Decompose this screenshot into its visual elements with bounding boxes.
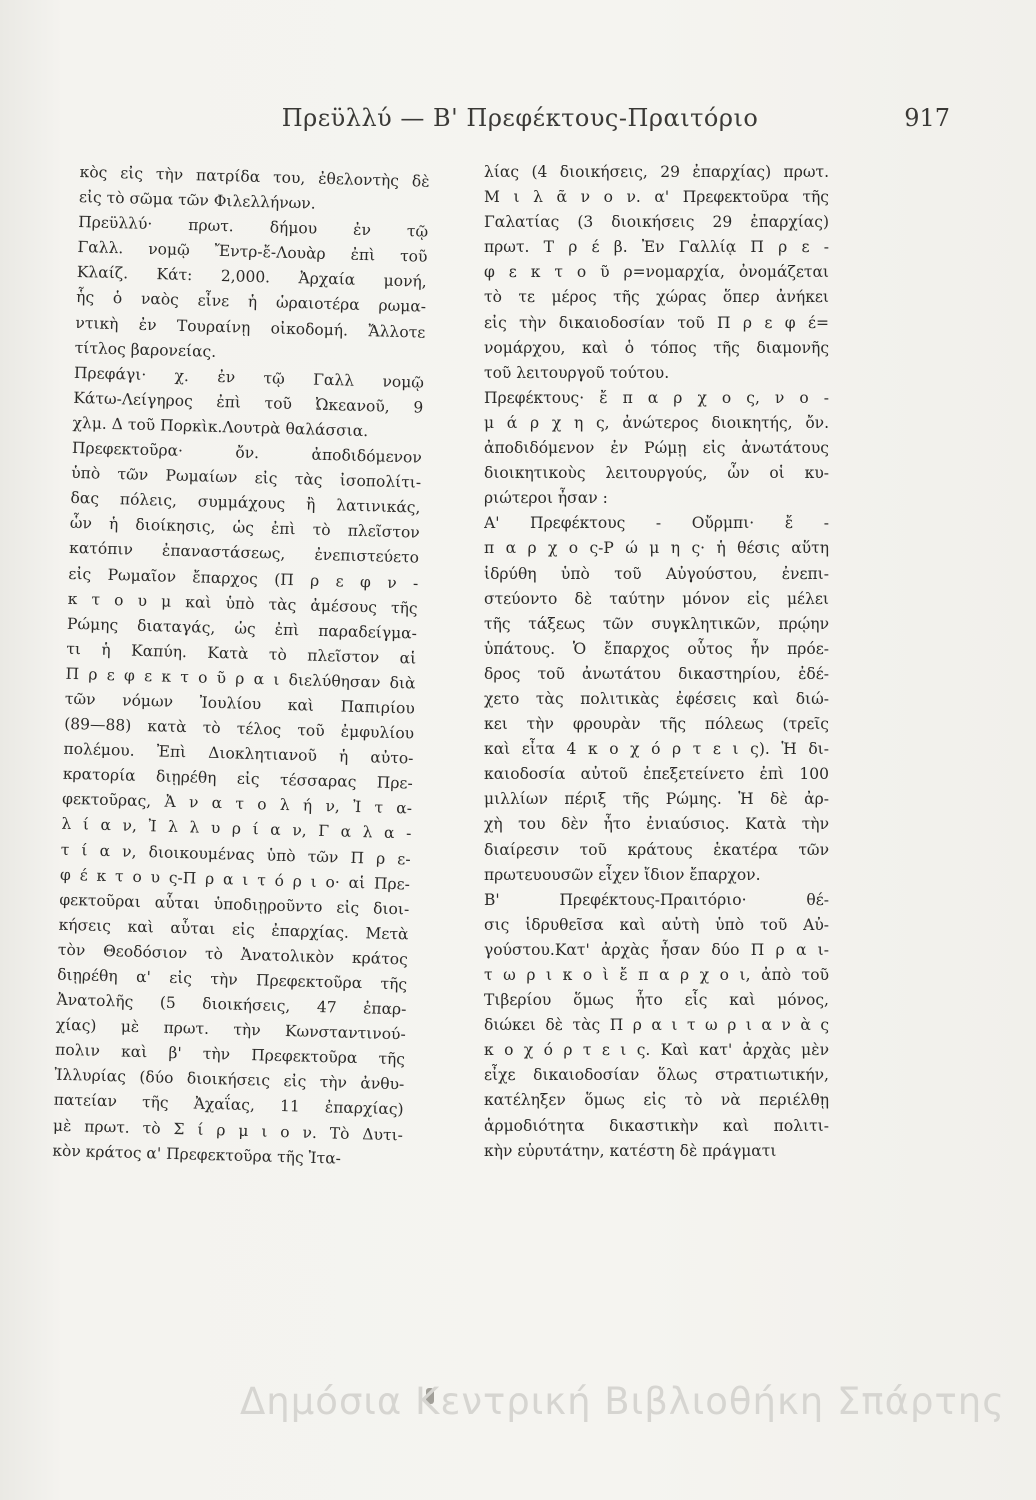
text-line: κατόπιν ἐπαναστάσεως, ἐνεπιστεύετο [68, 539, 420, 568]
text-line: τ ω ρ ι κ ο ὶ ἔ π α ρ χ ο ι, ἀπὸ τοῦ [484, 966, 829, 984]
text-line: Α' Πρεφέκτους - Οὔρμπι· ἔ - [484, 514, 829, 533]
text-line: πολιν καὶ β' τὴν Πρεφεκτοῦρα τῆς [54, 1040, 406, 1069]
text-line: τῆς τάξεως τῶν συγκλητικῶν, πρῴην [484, 614, 829, 633]
text-line: π α ρ χ ο ς-Ρ ώ μ η ς· ἡ θέσις αὕτη [484, 539, 829, 558]
library-watermark: Δημόσια Κεντρική Βιβλιοθήκη Σπάρτης [240, 1380, 1005, 1423]
text-line: Ἰλλυρίας (δύο διοικήσεις εἰς τὴν ἀνθυ- [54, 1066, 405, 1094]
text-line: διώκει δὲ τὰς Π ρ α ι τ ω ρ ι α ν ὰ ς [484, 1016, 829, 1035]
page-header [110, 104, 950, 144]
text-line: νομάρχου, καὶ ὁ τόπος τῆς διαμονῆς [484, 338, 829, 357]
text-line: τὸν Θεοδόσιον τὸ Ἀνατολικὸν κράτος [57, 940, 409, 969]
text-line: διῃρέθη α' εἰς τὴν Πρεφεκτοῦρα τῆς [56, 965, 408, 994]
text-line: ὧν ἡ διοίκησις, ὡς ἐπὶ τὸ πλεῖστον [69, 514, 420, 542]
text-line: σις ἱδρυθεῖσα καὶ αὐτὴ ὑπὸ τοῦ Αὐ- [484, 915, 829, 934]
text-line: καὶ εἶτα 4 κ ο χ ό ρ τ ε ι ς). Ἡ δι- [484, 740, 829, 759]
text-line: λίας (4 διοικήσεις, 29 ἐπαρχίας) πρωτ. [484, 163, 829, 181]
text-line: Πρεφέκτους· ἔ π α ρ χ ο ς, ν ο - [484, 388, 829, 407]
text-line: εἶχε δικαιοδοσίαν ὅλως στρατιωτικήν, [484, 1066, 829, 1085]
text-line: χίας) μὲ πρωτ. τὴν Κωνσταντινού- [55, 1015, 406, 1044]
text-line: Μ ι λ ᾶ ν ο ν. α' Πρεφεκτοῦρα τῆς [484, 188, 829, 207]
text-line: τι ἡ Καπύη. Κατὰ τὸ πλεῖστον αἱ [66, 639, 417, 668]
right-text-column [484, 160, 829, 1164]
text-line: πρωτ. Τ ρ έ β. Ἐν Γαλλίᾳ Π ρ ε - [484, 238, 829, 257]
text-line: κει τὴν φρουρὰν τῆς πόλεως (τρεῖς [484, 715, 829, 734]
text-line: γούστου.Κατ' ἀρχὰς ἦσαν δύο Π ρ α ι- [484, 940, 829, 959]
text-line: ντικὴ ἐν Τουραίνῃ οἰκοδομή. Ἄλλοτε [75, 313, 426, 342]
text-line: τὸ τε μέρος τῆς χώρας ὅπερ ἀνήκει [484, 288, 829, 307]
page-number: 917 [904, 104, 950, 132]
text-line: κ ο χ ό ρ τ ε ι ς. Καὶ κατ' ἀρχὰς μὲν [484, 1041, 829, 1060]
text-line: ἀποδιδόμενον ἐν Ρώμῃ εἰς ἀνωτάτους [484, 439, 829, 458]
text-line: μὲ πρωτ. τὸ Σ ί ρ μ ι ο ν. Τὸ Δυτι- [52, 1116, 404, 1144]
text-line: δας πόλεις, συμμάχους ἢ λατινικάς, [70, 489, 421, 517]
text-line: κ τ ο υ μ καὶ ὑπὸ τὰς ἀμέσους τῆς [67, 589, 418, 618]
text-line: φ ε κ τ ο ῦ ρ=νομαρχία, ὀνομάζεται [484, 263, 829, 282]
text-line: (89—88) κατὰ τὸ τέλος τοῦ ἐμφυλίου [63, 714, 415, 743]
text-line: ριώτεροι ἦσαν : [484, 489, 608, 508]
text-line: κατέληξεν ὅμως εἰς τὸ νὰ περιέλθῃ [484, 1091, 829, 1110]
text-line: φεκτοῦρας, Ἀ ν α τ ο λ ή ν, Ἰ τ α- [61, 790, 413, 818]
text-line: εἰς τὸ σῶμα τῶν Φιλελλήνων. [78, 188, 316, 213]
text-line: τῶν νόμων Ἰουλίου καὶ Παπιρίου [64, 689, 416, 718]
text-line: λ ί α ν, Ἰ λ λ υ ρ ί α ν, Γ α λ α - [61, 815, 412, 843]
text-line: Πρεϋλλύ· πρωτ. δήμου ἐν τῷ [78, 213, 429, 241]
text-line: Πρεφεκτοῦρα· ὄν. ἀποδιδόμενον [71, 438, 423, 467]
text-line: Π ρ ε φ ε κ τ ο ῦ ρ α ι διελύθησαν διὰ [65, 664, 416, 693]
text-line: Ἀνατολῆς (5 διοικήσεις, 47 ἐπαρ- [56, 990, 407, 1019]
text-line: κήσεις καὶ αὗται εἰς ἐπαρχίας. Μετὰ [58, 915, 409, 944]
text-line: χετο τὰς πολιτικὰς ἐφέσεις καὶ διώ- [484, 689, 829, 708]
text-line: Τιβερίου ὅμως ἦτο εἷς καὶ μόνος, [484, 991, 829, 1010]
text-line: εἰς τὴν δικαιοδοσίαν τοῦ Π ρ ε φ έ= [484, 313, 829, 332]
running-title: Πρεϋλλύ — Β' Πρεφέκτους-Πραιτόριο [281, 104, 759, 132]
text-line: κρατορία διῃρέθη εἰς τέσσαρας Πρε- [62, 765, 413, 793]
text-line: πολέμου. Ἐπὶ Διοκλητιανοῦ ἡ αὐτο- [63, 739, 414, 768]
text-line: ὑπάτους. Ὁ ἔπαρχος οὗτος ἦν πρόε- [484, 639, 829, 658]
text-line: μιλλίων πέριξ τῆς Ρώμης. Ἡ δὲ ἀρ- [484, 790, 829, 809]
text-line: Πρεφάγι· χ. ἐν τῷ Γαλλ νομῷ [73, 363, 425, 392]
text-line: χλμ. Δ τοῦ Πορκὶκ.Λουτρὰ θαλάσσια. [72, 413, 369, 441]
text-line: δρος τοῦ ἀνωτάτου δικαστηρίου, ἐδέ- [484, 664, 829, 683]
text-line: ὑπὸ τῶν Ρωμαίων εἰς τὰς ἰσοπολίτι- [71, 464, 422, 492]
text-line: διοικητικοὺς λειτουργούς, ὧν οἱ κυ- [484, 464, 829, 483]
text-line: πρωτευουσῶν εἶχεν ἴδιον ἔπαρχον. [484, 865, 761, 884]
text-line: κὴν εὐρυτάτην, κατέστη δὲ πράγματι [484, 1141, 777, 1160]
text-line: φεκτοῦραι αὗται ὑποδιῃροῦντο εἰς διοι- [59, 890, 410, 919]
text-line: Κάτω-Λείγηρος ἐπὶ τοῦ Ὠκεανοῦ, 9 [73, 388, 424, 417]
text-line: κὸν κράτος α' Πρεφεκτοῦρα τῆς Ἰτα- [52, 1141, 342, 1168]
text-line: τίτλος βαρονείας. [74, 338, 217, 361]
text-line: χὴ του δὲν ἦτο ἐνιαύσιος. Κατὰ τὴν [484, 815, 829, 834]
text-line: ἱδρύθη ὑπὸ τοῦ Αὐγούστου, ἐνεπι- [484, 564, 829, 583]
text-line: Κλαίζ. Κάτ: 2,000. Ἀρχαία μονή, [76, 263, 427, 292]
text-line: καιοδοσία αὐτοῦ ἐπεξετείνετο ἐπὶ 100 [484, 765, 829, 784]
text-line: τ ί α ν, διοικουμένας ὑπὸ τῶν Π ρ ε- [60, 840, 411, 869]
text-line: διαίρεσιν τοῦ κράτους ἑκατέρα τῶν [484, 840, 829, 859]
text-line: φ έ κ τ ο υ ς-Π ρ α ι τ ό ρ ι ο· αἱ Πρε- [59, 865, 411, 894]
text-line: ἁρμοδιότητα δικαστικὴν καὶ πολιτι- [484, 1116, 829, 1135]
text-line: Γαλλ. νομῷ Ἔντρ-ἔ-Λουὰρ ἐπὶ τοῦ [77, 238, 428, 267]
text-line: Β' Πρεφέκτους-Πραιτόριο· θέ- [484, 890, 829, 909]
text-line: τοῦ λειτουργοῦ τούτου. [484, 363, 670, 382]
text-line: Γαλατίας (3 διοικήσεις 29 ἐπαρχίας) [484, 213, 829, 232]
text-line: κὸς εἰς τὴν πατρίδα του, ἐθελοντὴς δὲ [79, 162, 430, 191]
text-line: μ ά ρ χ η ς, ἀνώτερος διοικητής, ὄν. [484, 413, 829, 432]
text-line: Ρώμης διαταγάς, ὡς ἐπὶ παραδείγμα- [66, 614, 418, 643]
text-line: εἰς Ρωμαῖον ἔπαρχος (Π ρ ε φ ν - [68, 564, 419, 593]
text-line: πατείαν τῆς Ἀχαΐας, 11 ἐπαρχίας) [53, 1091, 404, 1119]
left-text-column [52, 160, 430, 1173]
text-line: στεύοντο δὲ ταύτην μόνον εἰς μέλει [484, 589, 829, 608]
text-line: ἧς ὁ ναὸς εἶνε ἡ ὡραιοτέρα ρωμα- [75, 288, 427, 317]
